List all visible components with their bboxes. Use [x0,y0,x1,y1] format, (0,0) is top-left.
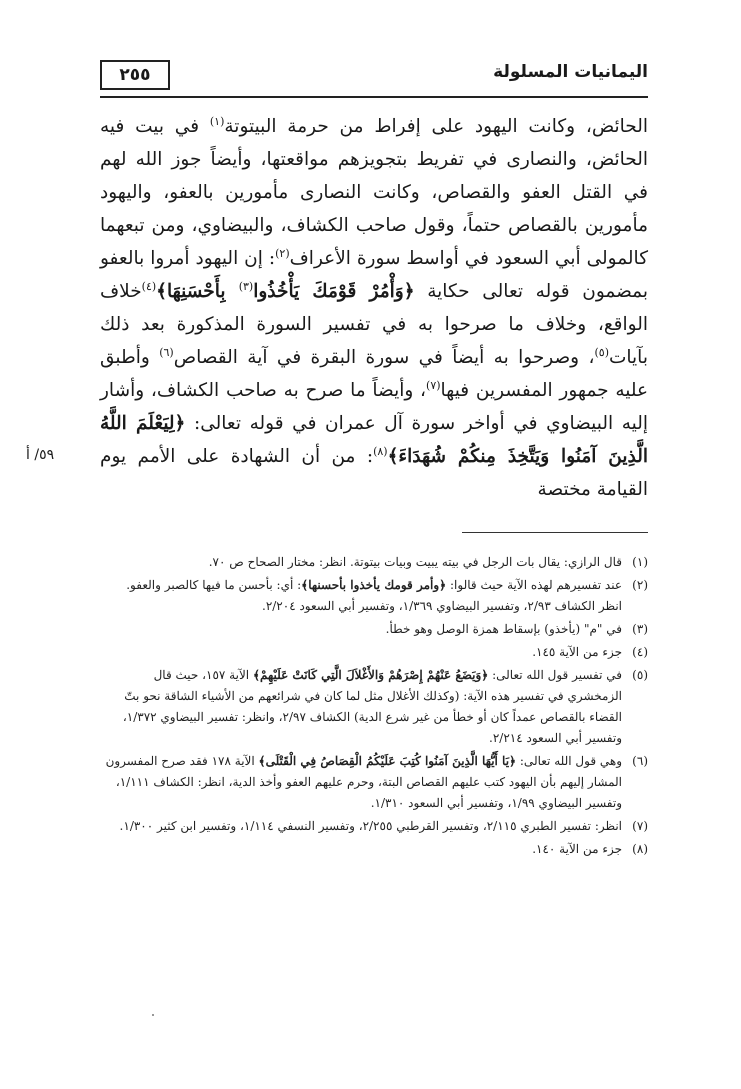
footnote-number: (٥) [632,668,648,682]
footnote-number: (٣) [632,622,648,636]
quran-quote: ﴿وَأْمُرْ قَوْمَكَ يَأْخُذُوا [253,281,415,302]
footnote-text: في تفسير قول الله تعالى: [488,668,622,682]
text-segment: الحائض، وكانت اليهود على إفراط من حرمة البيتوتة [224,116,648,137]
footnote-text: انظر: تفسير الطبري ٢/١١٥، وتفسير القرطبي ٢/٢٥٥، وتفسير النسفي ١/١١٤، وتفسير ابن كثير ١/٣٠٠. [119,819,622,833]
footnote-text: الآية ١٧٨ فقد صرح المفسرون المشار إليهم بأن اليهود كتب عليهم القصاص البتة، وحرم عليهم العفو وأخذ الدية، انظر: الكشاف ١/١١١، وتفسير البيضاوي ١/٩٩، وتفسير أبي السعود ١/٣١٠. [105,754,622,810]
footnote-text: عند تفسيرهم لهذه الآية حيث قالوا: [446,578,622,592]
footnote-ref: (٤) [141,279,157,293]
footnotes [100,552,648,972]
footnote-ref: (٢) [275,246,290,260]
footnote-number: (٨) [632,842,648,856]
footnote-text: قال الرازي: يقال بات الرجل في بيته يبيت وبيات بيتوتة. انظر: مختار الصحاح ص ٧٠. [208,555,622,569]
footnote-quote: ﴿يَا أَيُّهَا الَّذِينَ آمَنُوا كُتِبَ عَلَيْكُمُ الْقِصَاصُ فِي الْقَتْلَى﴾ [258,754,517,768]
footnote-ref: (٨) [373,444,388,458]
footnote-number: (٧) [632,819,648,833]
footnote-number: (٦) [632,754,648,768]
footnote-2 [100,575,648,617]
footnote-text: في "م" (يأخذو) بإسقاط همزة الوصل وهو خطأ. [385,622,622,636]
quran-quote: بِأَحْسَنِهَا﴾ [156,281,239,302]
footnote-text: الآية ١٥٧، حيث قال الزمخشري في تفسير هذه الآية: (وكذلك الأغلال مثل لما كان في شرائعهم من الأشياء الشاقة نحو بتّ القضاء بالقصاص عمداً كان أو خطأ من غير شرع الدية) الكشاف ٢/٩٧، وانظر: تفسير البيضاوي ١/٣٧٢، وتفسير أبي السعود ٢/٢١٤. [122,668,622,745]
manuscript-folio-note: ٥٩/ أ [26,447,55,463]
footnote-text: وهي قول الله تعالى: [516,754,622,768]
text-segment: : من أن الشهادة على الأمم يوم القيامة مختصة [100,446,648,500]
text-segment: خلاف الواقع، وخلاف ما صرحوا به في تفسير السورة المذكورة بعد ذلك بآيات [100,281,648,368]
footnote-number: (١) [632,555,648,569]
quran-quote: ﴿لِيَعْلَمَ اللَّهُ الَّذِينَ آمَنُوا وَيَتَّخِذَ مِنكُمْ شُهَدَاءَ﴾ [100,413,649,467]
footnote-ref: (٥) [594,345,609,359]
footnote-number: (٢) [632,578,648,592]
footnote-ref: (٧) [426,378,441,392]
text-segment: : إن اليهود أمروا بالعفو بمضمون قوله تعالى حكاية [100,248,649,302]
footnote-1 [100,552,648,573]
footnote-text: جزء من الآية ١٤٠. [532,842,622,856]
footnote-separator [462,532,648,533]
footnote-8 [100,839,648,860]
page-number: ٢٥٥ [100,60,170,90]
text-segment: في بيت فيه الحائض، والنصارى في تفريط بتجويزهم مواقعتها، وأيضاً جوز الله لهم في القتل العفو والقصاص، وكانت النصارى مأمورين بالعفو، واليهود مأمورين بالقصاص حتماً، وقول صاحب الكشاف، والبيضاوي، ومن تبعهما كالمولى أبي السعود في أواسط سورة الأعراف [100,116,648,269]
footnote-ref: (٣) [238,279,254,293]
footnote-ref: (١) [209,114,225,128]
footnote-5 [100,665,648,749]
text-segment: ، وصرحوا به أيضاً في سورة البقرة في آية القصاص [173,347,595,368]
footnote-6 [100,751,648,814]
footnote-3 [100,619,648,640]
header-rule [100,96,648,98]
footnote-text: جزء من الآية ١٤٥. [532,645,622,659]
text-segment: وأطبق عليه جمهور المفسرين فيها [100,347,648,401]
main-text [100,110,648,506]
page-header [100,52,648,98]
footnote-number: (٤) [632,645,648,659]
running-title: اليمانيات المسلولة [493,62,648,82]
footnote-7 [100,816,648,837]
footnote-quote: ﴿وأمر قومك يأخذوا بأحسنها﴾ [301,578,447,592]
footnote-ref: (٦) [159,345,174,359]
text-segment: ، وأيضاً ما صرح به صاحب الكشاف، وأشار إليه البيضاوي في أواخر سورة آل عمران في قوله تعالى: [100,380,648,434]
footnote-quote: ﴿وَيَضَعُ عَنْهُمْ إِصْرَهُمْ وَالأَغْلاَلَ الَّتِي كَانَتْ عَلَيْهِمْ﴾ [252,668,489,682]
scan-speck [152,1014,154,1016]
footnote-4 [100,642,648,663]
footnote-text: : أي: بأحسن ما فيها كالصبر والعفو. انظر الكشاف ٢/٩٣، وتفسير البيضاوي ١/٣٦٩، وتفسير أبي السعود ٢/٢٠٤. [126,578,622,613]
